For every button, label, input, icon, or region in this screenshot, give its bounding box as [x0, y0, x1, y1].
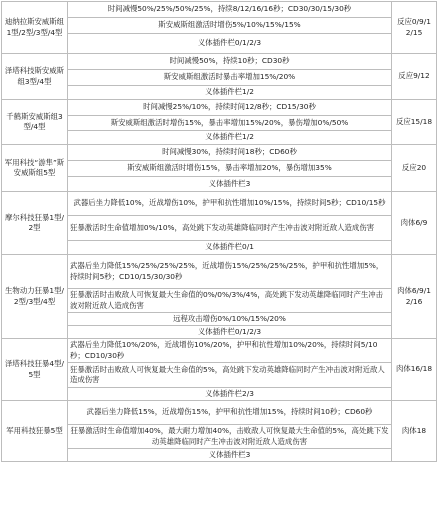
effect-text: 武器后坐力降低15%，近战增伤15%，护甲和抗性增加15%，持续时间10秒；CD60秒: [68, 401, 392, 425]
slot-text: 义体插件栏1/2: [68, 86, 392, 100]
slot-text: 义体插件栏0/1/2/3: [68, 34, 392, 54]
requirement-text: 反应15/18: [392, 100, 437, 145]
item-name: 军用科技“游隼”斯安威斯组5型: [2, 145, 68, 192]
effect-text: 武器后坐力降低10%/20%，近战增伤10%/20%，护甲和抗性增加10%/20%，持续时间5/10秒；CD10/30秒: [68, 339, 392, 363]
effect-text: 斯安威斯组激活时增伤5%/10%/15%/15%: [68, 18, 392, 34]
slot-text: 义体插件栏0/1: [68, 241, 392, 255]
slot-text: 义体插件栏3: [68, 449, 392, 462]
requirement-text: 反应0/9/12/15: [392, 2, 437, 54]
effect-text: 时间减慢50%/25%/50%/25%，持续8/12/16/16秒；CD30/30/15/30秒: [68, 2, 392, 18]
item-name: 生物动力狂暴1型/2型/3型/4型: [2, 255, 68, 339]
requirement-text: 肉体6/9: [392, 192, 437, 255]
effect-text: 狂暴激活时生命值增加40%，最大耐力增加40%，击败敌人可恢复最大生命值的5%，高处跳下发动英雄降临同时产生冲击波对附近敌人造成伤害: [68, 425, 392, 449]
effect-text: 武器后坐力降低10%，近战增伤10%，护甲和抗性增加10%/15%，持续时间5秒；CD10/15秒: [68, 192, 392, 216]
item-name: 泽塔科技斯安威斯组3型/4型: [2, 54, 68, 100]
effect-text: 斯安威斯组激活时暴击率增加15%/20%: [68, 70, 392, 86]
effect-text: 武器后坐力降低15%/25%/25%/25%，近战增伤15%/25%/25%/25%，护甲和抗性增加5%，持续时间5秒；CD10/15/30/30秒: [68, 255, 392, 289]
requirement-text: 肉体6/9/12/16: [392, 255, 437, 339]
effect-text: 斯安威斯组激活时增伤15%，暴击率增加20%，暴伤增加35%: [68, 161, 392, 177]
effect-text: 时间减慢30%，持续时间18秒；CD60秒: [68, 145, 392, 161]
effect-text: 狂暴激活时击败敌人可恢复最大生命值的0%/0%/3%/4%，高处跳下发动英雄降临同时产生冲击波对附近敌人造成伤害: [68, 289, 392, 313]
slot-text: 义体插件栏1/2: [68, 131, 392, 145]
effect-text: 时间减慢50%，持续10秒；CD30秒: [68, 54, 392, 70]
effect-text: 斯安威斯组激活时增伤15%，暴击率增加15%/20%，暴伤增加0%/50%: [68, 116, 392, 131]
effect-text: 狂暴激活时生命值增加0%/10%，高处跳下发动英雄降临同时产生冲击波对附近敌人造成伤害: [68, 216, 392, 241]
slot-text: 义体插件栏3: [68, 177, 392, 192]
item-name: 千鹤斯安威斯组3型/4型: [2, 100, 68, 145]
slot-text: 义体插件栏2/3: [68, 388, 392, 401]
requirement-text: 肉体16/18: [392, 339, 437, 401]
effect-text: 时间减慢25%/10%，持续时间12/8秒；CD15/30秒: [68, 100, 392, 116]
requirement-text: 肉体18: [392, 401, 437, 462]
slot-text: 义体插件栏0/1/2/3: [68, 326, 392, 339]
requirement-text: 反应20: [392, 145, 437, 192]
cyberware-table: [1, 1, 437, 462]
item-name: 迪纳拉斯安威斯组1型/2型/3型/4型: [2, 2, 68, 54]
item-name: 泽塔科技狂暴4型/5型: [2, 339, 68, 401]
requirement-text: 反应9/12: [392, 54, 437, 100]
effect-text: 狂暴激活时击败敌人可恢复最大生命值的5%，高处跳下发动英雄降临同时产生冲击波对附近敌人造成伤害: [68, 363, 392, 388]
effect-text: 远程攻击增伤0%/10%/15%/20%: [68, 313, 392, 326]
item-name: 军用科技狂暴5型: [2, 401, 68, 462]
item-name: 摩尔科技狂暴1型/2型: [2, 192, 68, 255]
